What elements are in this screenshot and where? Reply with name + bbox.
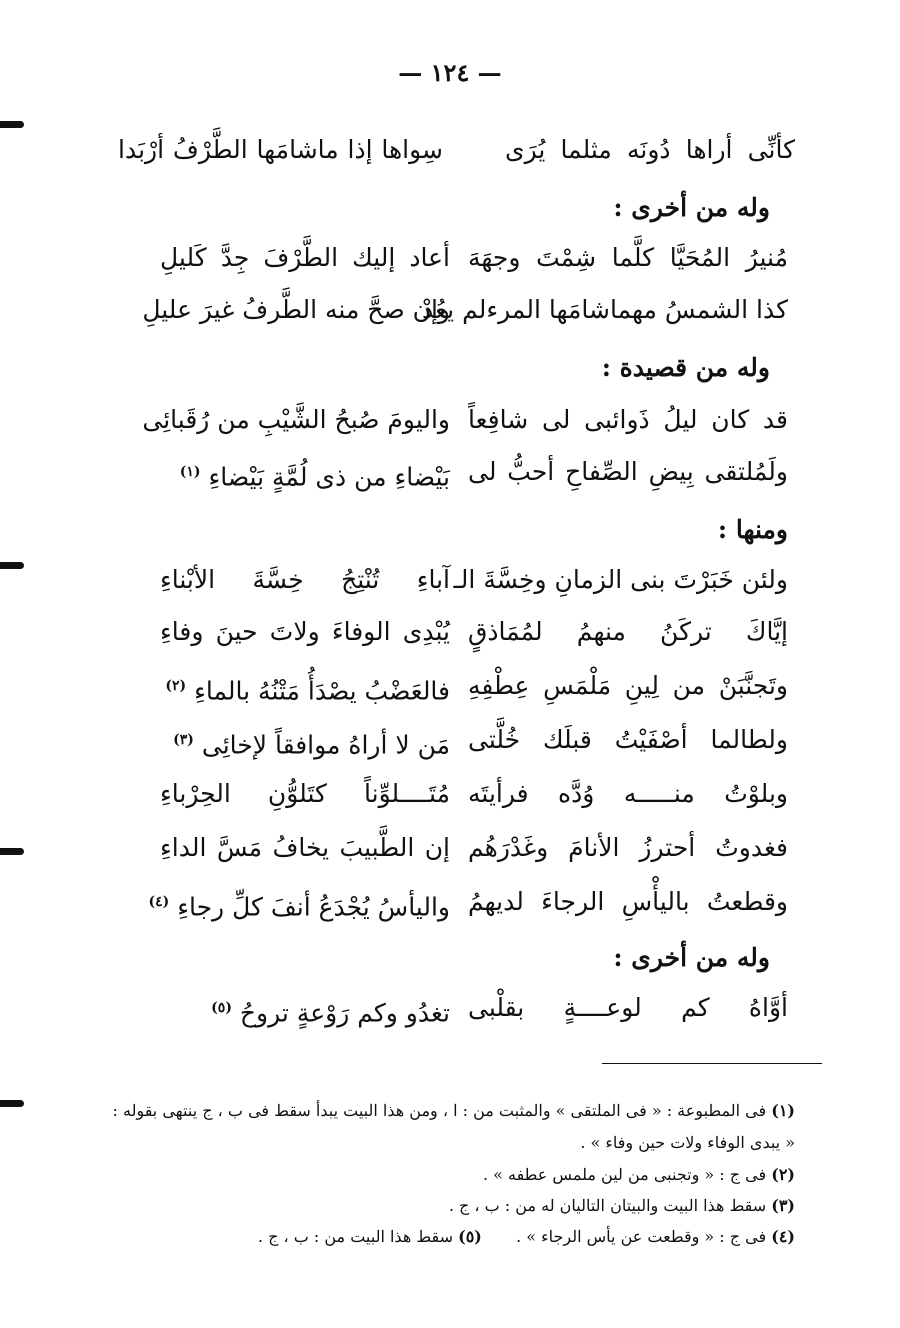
page-number: — ١٢٤ —: [398, 58, 502, 87]
footnote-text: فى ج : « وقطعت عن يأس الرجاء » .: [516, 1227, 767, 1246]
footnote-text: « يبدى الوفاء ولات حين وفاء » .: [580, 1133, 795, 1152]
verse-second-hemistich: [160, 722, 450, 763]
verse-first-hemistich: أوَّاهُ كم لوعــــةٍ بقلْبى: [468, 993, 788, 1022]
verse-first-hemistich: وبلوْتُ منـــــه وُدَّه فرأيتَه: [468, 779, 788, 808]
verse-first-hemistich: وقطعتُ باليأْسِ الرجاءَ لديهمُ: [468, 887, 788, 916]
verse-first-hemistich: كذا الشمسُ مهماشامَها المرءلم يعُدْ: [422, 295, 788, 324]
margin-mark: [0, 562, 24, 569]
verse-second-hemistich: آباءِ تُنْتِجُ خِسَّةَ الأبْناءِ: [160, 565, 450, 594]
verse-first-hemistich: كأنِّى أراها دُونَه مثلما يُرَى: [505, 135, 795, 164]
hemistich-text: تغدُو وكم رَوْعةٍ تروحُ: [239, 998, 450, 1028]
verse-first-hemistich: فغدوتُ أحترزُ الأنامَ وغَدْرَهُم: [468, 833, 788, 862]
hemistich-text: بَيْضاءِ من ذى لُمَّةٍ بَيْضاءِ: [208, 462, 450, 492]
verse-second-hemistich: مُتَــــلوِّناً كتَلوُّنِ الحِرْباءِ: [160, 779, 450, 808]
footnote-text: فى ج : « وتجنبى من لين ملمس عطفه » .: [482, 1165, 767, 1184]
footnote-ref: (٢): [165, 678, 187, 694]
footnote-1-continued: [580, 1132, 795, 1154]
hemistich-text: مَن لا أراهُ موافقاً لإخائِى: [201, 730, 450, 760]
footnote-number: (٤): [771, 1227, 795, 1246]
footnote-3: [449, 1195, 795, 1217]
verse-second-hemistich: سِواها إذا ماشامَها الطَّرْفُ أرْبَدا: [118, 135, 443, 164]
footnote-text: سقط هذا البيت والبيتان التاليان له من : ب ، ج .: [448, 1196, 767, 1215]
verse-first-hemistich: إيَّاكَ تركَنُ منهمُ لمُمَاذقٍ: [468, 617, 788, 646]
verse-second-hemistich: واليومَ صُبحُ الشَّيْبِ من رُقَبائِى: [142, 405, 450, 434]
margin-mark: [0, 1100, 24, 1107]
verse-second-hemistich: أعاد إليك الطَّرْفَ جِدَّ كَليلِ: [160, 243, 450, 272]
verse-second-hemistich: [160, 668, 450, 709]
section-heading: وله من أخرى :: [613, 193, 770, 222]
hemistich-text: فالعَضْبُ يصْدَأُ مَتْنُهُ بالماءِ: [194, 676, 450, 706]
footnote-number: (٥): [458, 1227, 482, 1246]
footnote-separator: [602, 1063, 822, 1064]
verse-first-hemistich: قد كان ليلُ ذَوائبى لى شافِعاً: [468, 405, 788, 434]
hemistich-text: واليأسُ يُجْدَعُ أنفَ كلِّ رجاءِ: [177, 892, 450, 922]
verse-first-hemistich: مُنيرُ المُحَيَّا كلَّما شِمْتَ وجهَهَ: [468, 243, 788, 272]
section-heading: وله من أخرى :: [613, 943, 770, 972]
verse-second-hemistich: [148, 884, 450, 925]
verse-second-hemistich: [160, 454, 450, 495]
verse-second-hemistich: وإن صحَّ منه الطَّرفُ غيرَ عليلِ: [142, 295, 450, 324]
verse-first-hemistich: ولئن خَبَرْتَ بنى الزمانِ وخِسَّةَ الـ: [453, 565, 788, 594]
footnote-ref: (٣): [173, 732, 194, 748]
margin-mark: [0, 848, 24, 855]
footnote-text: سقط هذا البيت من : ب ، ج .: [257, 1227, 454, 1246]
footnote-number: (٢): [771, 1165, 795, 1184]
section-heading: ومنها :: [717, 515, 788, 544]
verse-second-hemistich: [160, 990, 450, 1031]
verse-first-hemistich: وتَجنَّبَنْ من لِينِ مَلْمَسِ عِطْفِهِ: [468, 671, 788, 700]
footnote-ref: (٤): [148, 894, 170, 910]
footnote-1: [113, 1100, 795, 1122]
footnote-ref: (٥): [211, 1000, 232, 1016]
footnote-number: (١): [771, 1101, 795, 1120]
section-heading: وله من قصيدة :: [601, 353, 770, 382]
verse-second-hemistich: يُبْدِى الوفاءَ ولاتَ حينَ وفاءِ: [160, 617, 450, 646]
footnote-2: [483, 1164, 795, 1186]
footnote-number: (٣): [771, 1196, 795, 1215]
verse-first-hemistich: ولَمُلتقى بِيضِ الصِّفاحِ أحبُّ لى: [468, 457, 788, 486]
footnote-4-5: [258, 1226, 795, 1248]
verse-first-hemistich: ولطالما أصْفَيْتُ قبلَك خُلَّتى: [468, 725, 788, 754]
footnote-text: فى المطبوعة : « فى الملتقى » والمثبت من : ا ، ومن هذا البيت يبدأ سقط فى ب ، ج ينتهى بقوله :: [112, 1101, 767, 1120]
verse-second-hemistich: إن الطَّبيبَ يخافُ مَسَّ الداءِ: [160, 833, 450, 862]
footnote-ref: (١): [179, 464, 201, 480]
margin-mark: [0, 121, 24, 128]
